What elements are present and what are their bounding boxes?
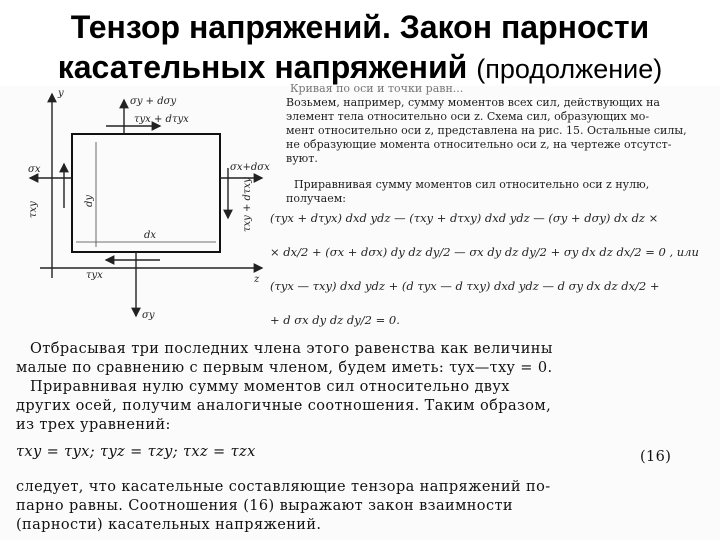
bottom-sigma-label: σy	[142, 310, 155, 321]
top-sigma-label: σy + dσy	[130, 96, 177, 107]
left-tau-label: τxy	[28, 201, 39, 218]
big-para2-line3: (парности) касательных напряжений.	[16, 517, 322, 533]
bottom-tau-label: τyx	[86, 270, 103, 281]
big-para1-line4: других осей, получим аналогичные соотношения. Таким образом,	[16, 398, 552, 414]
right-tau-label: τxy + dτxy	[242, 177, 253, 232]
formula-line4: + d σx dy dz dy/2 = 0.	[270, 313, 400, 327]
scanned-page	[0, 82, 720, 540]
para1-line3: мент относительно оси z, представлена на рис. 15. Остальные силы,	[286, 124, 687, 137]
para2-line2: получаем:	[286, 192, 347, 205]
formula-line2: × dx/2 + (σx + dσx) dy dz dy/2 — σx dy dz dy/2 + σy dx dz dx/2 = 0 , или	[270, 245, 699, 259]
axis-z-label: z	[254, 274, 260, 285]
big-para1-line3: Приравнивая нулю сумму моментов сил относительно двух	[30, 379, 510, 395]
equations-line: τxy = τyx; τyz = τzy; τxz = τzx	[16, 444, 256, 460]
big-para2-line2: парно равны. Соотношения (16) выражают закон взаимности	[16, 498, 513, 514]
slide-title-main: касательных напряжений	[57, 49, 468, 85]
right-sigma-label: σx+dσx	[230, 162, 270, 173]
stress-element-figure	[10, 82, 275, 327]
para1-line5: вуют.	[286, 152, 318, 165]
formula-line1: (τyx + dτyx) dxd ydz — (τxy + dτxy) dxd ydz — (σy + dσy) dx dz ×	[270, 211, 659, 225]
para1-line2: элемент тела относительно оси z. Схема сил, образующих мо-	[286, 110, 650, 123]
big-para1-line5: из трех уравнений:	[16, 417, 171, 433]
para1-line1: Возьмем, например, сумму моментов всех сил, действующих на	[286, 96, 660, 109]
para2-line1: Приравнивая сумму моментов сил относительно оси z нулю,	[294, 178, 650, 191]
formula-line3: (τyx — τxy) dxd ydz + (d τyx — d τxy) dxd ydz — d σy dx dz dx/2 +	[270, 279, 660, 293]
big-para1-line2: малые по сравнению с первым членом, будем иметь: τyx—τxy = 0.	[16, 360, 553, 376]
top-tau-label: τyx + dτyx	[134, 114, 189, 125]
para1-line4: не образующие момента относительно оси z, на чертеже отсутст-	[286, 138, 672, 151]
dx-label: dx	[144, 230, 157, 241]
equation-number: (16)	[640, 449, 672, 465]
dy-label: dy	[84, 194, 95, 207]
big-para1-line1: Отбрасывая три последних члена этого равенства как величины	[30, 341, 553, 357]
cut-header-line: Кривая по оси и точки равн...	[290, 82, 464, 95]
left-sigma-label: σx	[28, 164, 41, 175]
big-para2-line1: следует, что касательные составляющие тензора напряжений по-	[16, 479, 551, 495]
slide-title-line1: Тензор напряжений. Закон парности	[70, 9, 650, 45]
slide-title-paren: (продолжение)	[476, 54, 663, 84]
axis-y-label: y	[58, 88, 64, 99]
